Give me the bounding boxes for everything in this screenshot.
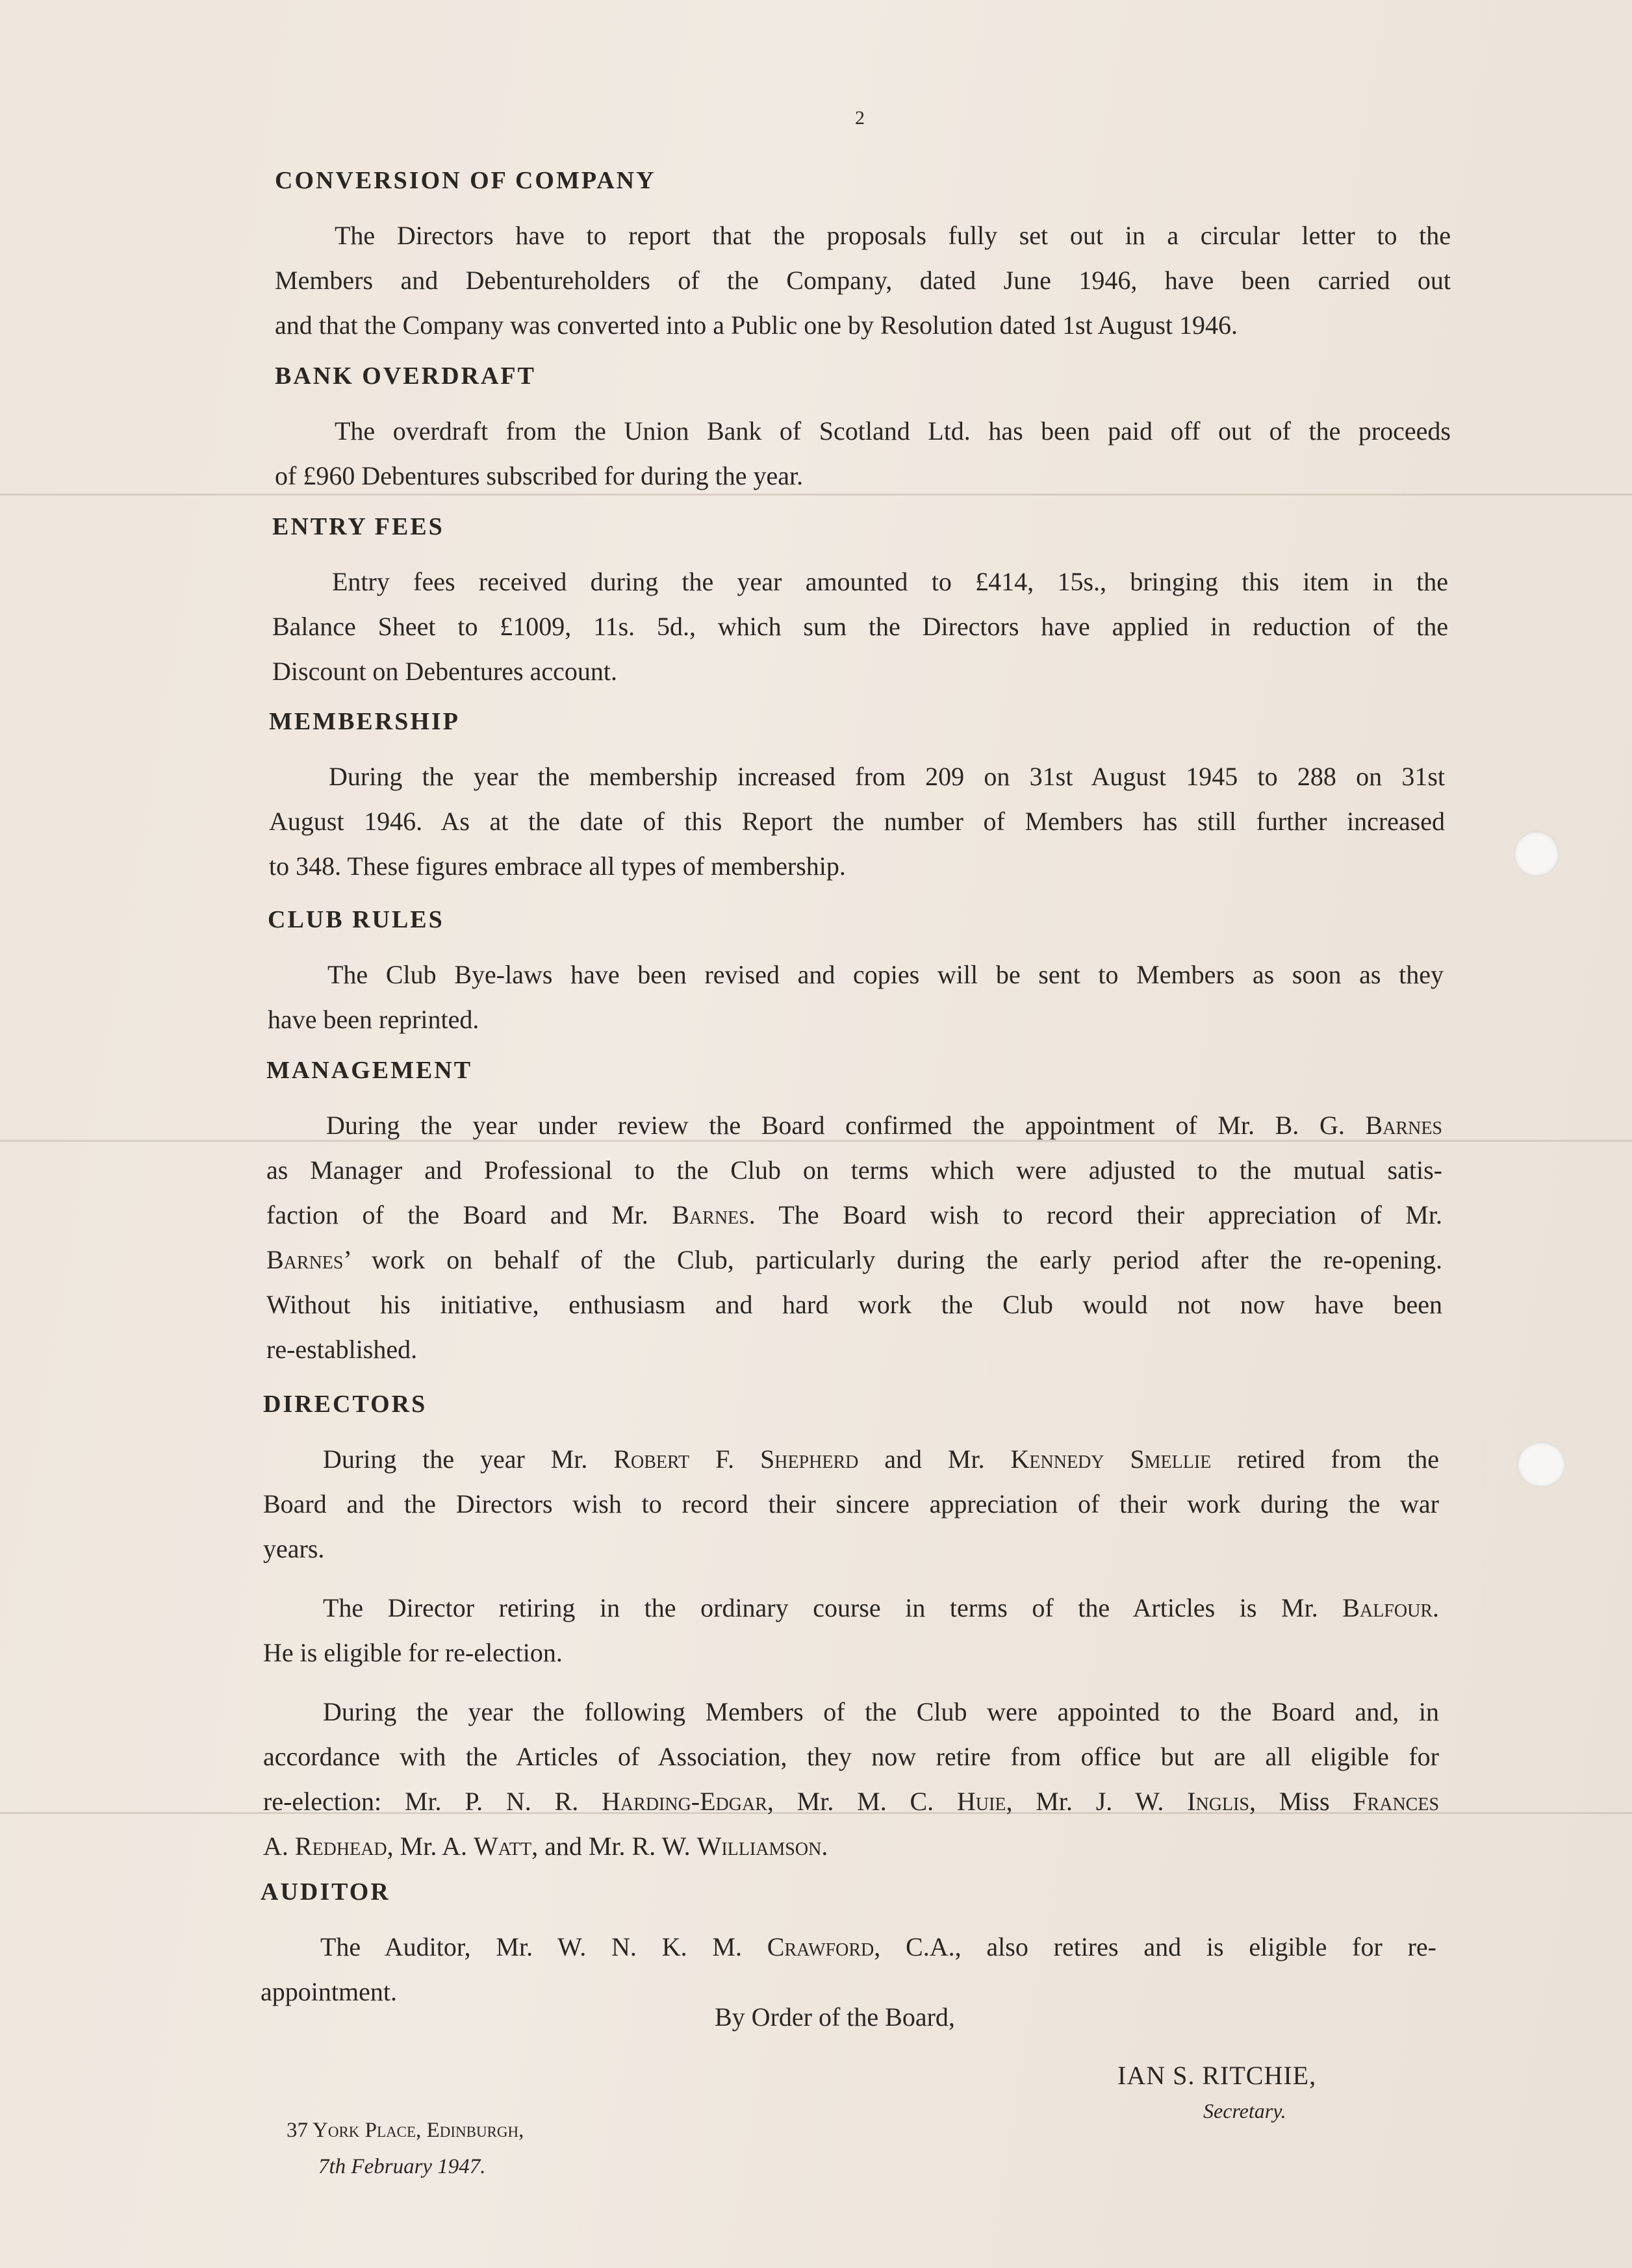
section-membership <box>269 702 1445 903</box>
name-small-caps: Barnes <box>266 1245 344 1274</box>
text-line <box>275 409 1451 453</box>
address: 37 York Place, Edinburgh, <box>287 2119 524 2142</box>
name-small-caps: Barnes <box>672 1200 749 1229</box>
text-line <box>272 559 1448 604</box>
text-run: During the year Mr. <box>323 1444 614 1474</box>
text-run: Without his initiative, enthusiasm and hard work the Club would not now have been <box>266 1290 1442 1319</box>
text-line <box>266 1192 1442 1237</box>
page-number: 2 <box>855 107 865 129</box>
text-run: The Director retiring in the ordinary course in terms of the Articles is Mr. <box>323 1593 1343 1622</box>
text-line <box>269 799 1445 844</box>
text-line <box>263 1689 1439 1734</box>
text-line <box>263 1481 1439 1526</box>
name-small-caps: Kennedy Smellie <box>1010 1444 1212 1474</box>
text-run: re-election: Mr. P. N. R. <box>263 1787 602 1816</box>
paragraph <box>263 1437 1439 1571</box>
paragraph <box>263 1689 1439 1869</box>
paragraph <box>263 1585 1439 1675</box>
text-run: During the year under review the Board confirmed the appointment of Mr. B. G. <box>326 1111 1366 1140</box>
section-heading: DIRECTORS <box>263 1391 427 1418</box>
text-line <box>263 1734 1439 1779</box>
name-small-caps: Robert F. Shepherd <box>613 1444 859 1474</box>
section-heading: BANK OVERDRAFT <box>275 362 536 390</box>
text-line <box>272 604 1448 649</box>
text-run: Entry fees received during the year amounted to £414, 15s., bringing this item in the <box>332 567 1448 596</box>
text-run: have been reprinted. <box>268 1005 479 1034</box>
section-directors <box>263 1385 1439 1883</box>
text-run: . <box>821 1832 828 1861</box>
text-line <box>275 213 1451 258</box>
text-line <box>266 1327 1442 1372</box>
text-run: Balance Sheet to £1009, 11s. 5d., which sum the Directors have applied in reduction of the <box>272 612 1448 641</box>
text-run: ’ work on behalf of the Club, particularly during the early period after the re-opening. <box>343 1245 1442 1274</box>
text-run: of £960 Debentures subscribed for during the year. <box>275 461 804 490</box>
text-run: to 348. These figures embrace all types of membership. <box>269 851 846 881</box>
name-small-caps: A. Redhead <box>263 1832 387 1861</box>
section-heading: MEMBERSHIP <box>269 708 460 735</box>
text-run: , Mr. M. C. <box>767 1787 957 1816</box>
section-management <box>266 1051 1442 1386</box>
text-run: He is eligible for re-election. <box>263 1638 563 1667</box>
text-run: , Mr. J. W. <box>1006 1787 1188 1816</box>
text-run: . The Board wish to record their appreciation of Mr. <box>748 1200 1442 1229</box>
section-heading: ENTRY FEES <box>272 513 444 540</box>
text-run: The Club Bye-laws have been revised and copies will be sent to Members as soon as they <box>327 960 1444 989</box>
text-run: The Auditor, Mr. W. N. K. M. <box>320 1932 767 1961</box>
name-small-caps: Huie <box>956 1787 1006 1816</box>
section-conversion-of-company <box>275 161 1451 362</box>
text-line <box>263 1437 1439 1481</box>
text-run: , and Mr. R. W. <box>531 1832 697 1861</box>
text-line <box>263 1630 1439 1675</box>
text-run: The Directors have to report that the proposals fully set out in a circular letter to the <box>335 221 1451 250</box>
text-run: During the year the following Members of the Club were appointed to the Board and, in <box>323 1697 1439 1726</box>
name-small-caps: Crawford <box>767 1932 874 1961</box>
text-line <box>268 952 1444 997</box>
text-line <box>275 453 1451 498</box>
text-run: and that the Company was converted into a Public one by Resolution dated 1st August 1946. <box>275 310 1238 340</box>
section-bank-overdraft <box>275 357 1451 512</box>
text-line <box>268 997 1444 1042</box>
name-small-caps: Barnes <box>1365 1111 1442 1140</box>
paragraph <box>268 952 1444 1042</box>
text-line <box>261 1924 1436 1969</box>
date: 7th February 1947. <box>318 2155 486 2178</box>
section-heading: CONVERSION OF COMPANY <box>275 167 656 194</box>
section-heading: AUDITOR <box>261 1878 390 1906</box>
text-line <box>269 844 1445 888</box>
text-run: Board and the Directors wish to record their sincere appreciation of their work during the war <box>263 1489 1439 1518</box>
text-line <box>266 1148 1442 1192</box>
text-run: The overdraft from the Union Bank of Scotland Ltd. has been paid off out of the proceeds <box>335 416 1451 446</box>
text-run: accordance with the Articles of Association, they now retire from office but are all eligible for <box>263 1742 1439 1771</box>
paragraph <box>272 559 1448 694</box>
name-small-caps: Balfour. <box>1342 1593 1439 1622</box>
text-line <box>272 649 1448 694</box>
text-line <box>263 1779 1439 1824</box>
text-line <box>269 754 1445 799</box>
text-line <box>266 1282 1442 1327</box>
punch-hole <box>1514 831 1559 877</box>
section-entry-fees <box>272 507 1448 708</box>
name-small-caps: Watt <box>474 1832 532 1861</box>
text-run: , C.A., also retires and is eligible for re- <box>874 1932 1436 1961</box>
text-run: re-established. <box>266 1335 418 1364</box>
text-run: years. <box>263 1534 325 1563</box>
text-run: Members and Debentureholders of the Company, dated June 1946, have been carried out <box>275 266 1451 295</box>
name-small-caps: Harding-Edgar <box>602 1787 767 1816</box>
text-run: Discount on Debentures account. <box>272 657 617 686</box>
paragraph <box>269 754 1445 888</box>
signatory-name: IAN S. RITCHIE, <box>1117 2061 1317 2090</box>
text-run: as Manager and Professional to the Club on terms which were adjusted to the mutual satis- <box>266 1155 1442 1185</box>
text-run: and Mr. <box>858 1444 1011 1474</box>
paragraph <box>275 409 1451 498</box>
text-run: , Miss <box>1249 1787 1353 1816</box>
text-line <box>275 258 1451 303</box>
section-heading: CLUB RULES <box>268 906 444 933</box>
text-run: faction of the Board and Mr. <box>266 1200 672 1229</box>
text-line <box>266 1103 1442 1148</box>
text-line <box>263 1526 1439 1571</box>
text-run: , Mr. A. <box>387 1832 474 1861</box>
paragraph <box>275 213 1451 347</box>
name-small-caps: Frances <box>1353 1787 1440 1816</box>
punch-hole <box>1517 1442 1566 1487</box>
section-club-rules <box>268 900 1444 1056</box>
paragraph <box>266 1103 1442 1372</box>
by-order-line: By Order of the Board, <box>715 2002 955 2032</box>
text-line <box>275 303 1451 347</box>
signatory-title: Secretary. <box>1203 2099 1286 2123</box>
name-small-caps: Inglis <box>1187 1787 1249 1816</box>
text-run: August 1946. As at the date of this Report the number of Members has still further increased <box>269 807 1445 836</box>
text-line <box>263 1585 1439 1630</box>
name-small-caps: Williamson <box>696 1832 822 1861</box>
text-run: appointment. <box>261 1977 397 2006</box>
text-line <box>263 1824 1439 1869</box>
section-heading: MANAGEMENT <box>266 1057 473 1084</box>
text-run: retired from the <box>1211 1444 1440 1474</box>
text-line <box>266 1237 1442 1282</box>
text-run: During the year the membership increased from 209 on 31st August 1945 to 288 on 31st <box>329 762 1445 791</box>
paragraph <box>261 1924 1436 2014</box>
